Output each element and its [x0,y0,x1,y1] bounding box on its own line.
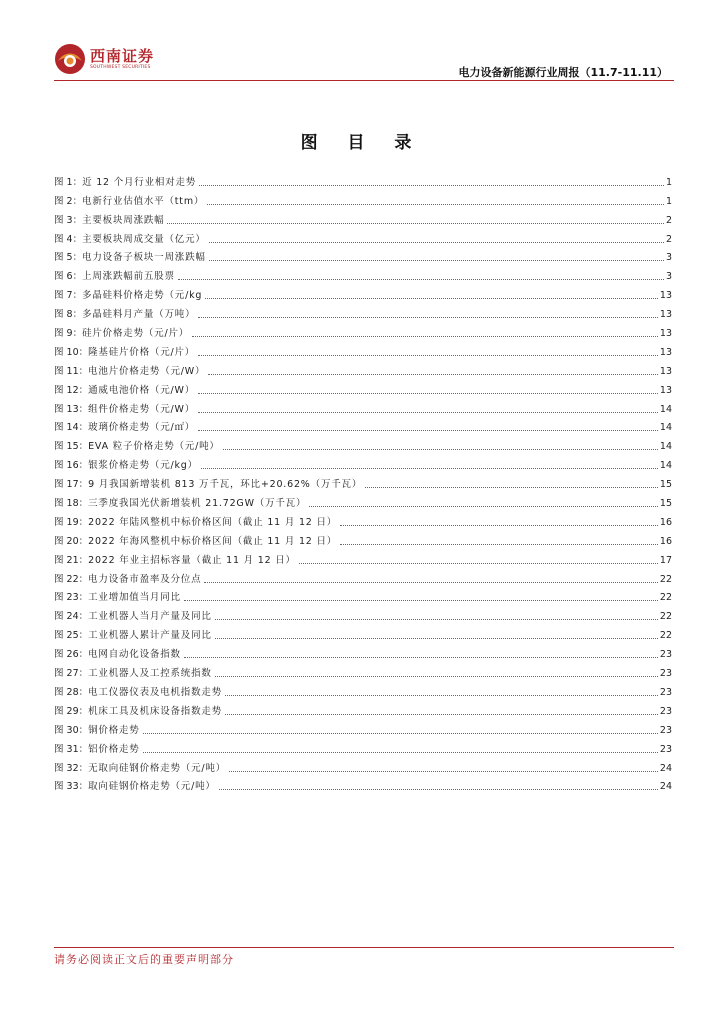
toc-entry-number: 图 28： [54,686,89,698]
toc-entry-title: 电工仪器仪表及电机指数走势 [88,686,223,698]
toc-entry-number: 图 21： [54,554,89,566]
toc-entry[interactable] [54,756,672,775]
toc-entry-title: 隆基硅片价格（元/片） [88,346,196,358]
toc-entry-number: 图 7： [54,290,83,302]
toc-dot-leader [201,468,658,469]
toc-entry-page: 14 [659,422,672,434]
toc-entry-page: 24 [659,781,672,793]
toc-entry[interactable] [54,510,672,529]
toc-entry-number: 图 11： [54,365,89,377]
toc-entry[interactable] [54,434,672,453]
toc-entry-title: 通威电池价格（元/W） [88,384,196,396]
toc-dot-leader [340,525,658,526]
toc-entry[interactable] [54,699,672,718]
toc-dot-leader [143,733,658,734]
toc-entry[interactable] [54,208,672,227]
toc-dot-leader [198,412,658,413]
toc-dot-leader [198,355,658,356]
toc-entry-number: 图 23： [54,592,89,604]
toc-entry[interactable] [54,283,672,302]
toc-entry[interactable] [54,775,672,794]
toc-entry-page: 3 [665,252,672,264]
toc-entry-page: 22 [659,573,672,585]
toc-dot-leader [340,544,658,545]
toc-entry-title: 工业机器人及工控系统指数 [88,668,212,680]
toc-entry[interactable] [54,718,672,737]
toc-entry-title: 电网自动化设备指数 [88,649,181,661]
toc-dot-leader [184,657,658,658]
toc-entry-page: 23 [659,724,672,736]
toc-entry-number: 图 30： [54,724,89,736]
toc-entry-number: 图 9： [54,328,83,340]
toc-entry[interactable] [54,642,672,661]
toc-entry-title: EVA 粒子价格走势（元/吨） [88,441,220,453]
toc-entry-page: 23 [659,649,672,661]
toc-entry-number: 图 13： [54,403,89,415]
page-header [54,40,674,84]
toc-entry-page: 13 [659,328,672,340]
toc-entry-page: 23 [659,705,672,717]
toc-entry-page: 3 [665,271,672,283]
toc-entry[interactable] [54,529,672,548]
table-of-figures [54,170,672,793]
footer-notice: 请务必阅读正文后的重要声明部分 [54,953,234,966]
report-title: 电力设备新能源行业周报（11.7-11.11） [458,66,668,79]
toc-entry-title: 机床工具及机床设备指数走势 [88,705,223,717]
toc-entry-number: 图 16： [54,460,89,472]
toc-entry-title: 2022 年业主招标容量（截止 11 月 12 日） [88,554,296,566]
toc-entry-title: 电力设备市盈率及分位点 [88,573,202,585]
toc-dot-leader [223,449,658,450]
toc-entry-page: 14 [659,441,672,453]
toc-entry[interactable] [54,227,672,246]
toc-entry[interactable] [54,604,672,623]
toc-entry-number: 图 17： [54,479,89,491]
toc-entry-title: 主要板块周成交量（亿元） [82,233,206,245]
toc-entry[interactable] [54,737,672,756]
toc-entry-page: 23 [659,743,672,755]
toc-entry[interactable] [54,680,672,699]
toc-entry-number: 图 15： [54,441,89,453]
toc-entry-page: 15 [659,479,672,491]
toc-entry-title: 电新行业估值水平（ttm） [82,195,205,207]
toc-dot-leader [365,487,658,488]
toc-dot-leader [229,771,658,772]
toc-dot-leader [167,223,663,224]
toc-entry[interactable] [54,359,672,378]
toc-entry[interactable] [54,246,672,265]
toc-entry[interactable] [54,586,672,605]
toc-entry-page: 13 [659,365,672,377]
toc-dot-leader [215,619,658,620]
toc-entry-title: 铝价格走势 [88,743,140,755]
toc-entry-page: 22 [659,611,672,623]
toc-entry-title: 银浆价格走势（元/kg） [88,460,198,472]
toc-entry-page: 16 [659,535,672,547]
toc-dot-leader [199,185,664,186]
toc-entry-title: 工业机器人当月产量及同比 [88,611,212,623]
toc-entry[interactable] [54,472,672,491]
toc-entry[interactable] [54,567,672,586]
toc-entry-title: 三季度我国光伏新增装机 21.72GW（万千瓦） [88,498,307,510]
toc-entry-page: 2 [665,233,672,245]
toc-entry-title: 玻璃价格走势（元/㎡） [88,422,196,434]
toc-entry-number: 图 31： [54,743,89,755]
toc-entry-title: 上周涨跌幅前五股票 [82,271,175,283]
brand-name: 西南证券 [90,47,155,65]
toc-entry[interactable] [54,321,672,340]
toc-dot-leader [178,279,664,280]
toc-entry-number: 图 33： [54,781,89,793]
toc-entry-page: 15 [659,498,672,510]
toc-entry-title: 2022 年陆风整机中标价格区间（截止 11 月 12 日） [88,516,338,528]
toc-entry[interactable] [54,397,672,416]
toc-entry-page: 1 [665,195,672,207]
toc-entry-number: 图 24： [54,611,89,623]
toc-entry-number: 图 6： [54,271,83,283]
toc-dot-leader [225,714,658,715]
toc-entry[interactable] [54,661,672,680]
toc-entry-page: 14 [659,460,672,472]
toc-dot-leader [184,600,658,601]
toc-entry-title: 9 月我国新增装机 813 万千瓦，环比+20.62%（万千瓦） [88,479,363,491]
toc-dot-leader [207,204,664,205]
toc-entry[interactable] [54,170,672,189]
page-title: 图 目 录 [300,133,424,153]
toc-entry-page: 22 [659,592,672,604]
toc-entry[interactable] [54,340,672,359]
toc-entry-number: 图 25： [54,630,89,642]
toc-entry-page: 16 [659,516,672,528]
toc-entry-page: 13 [659,290,672,302]
toc-dot-leader [309,506,658,507]
header-divider [54,80,674,81]
toc-dot-leader [299,563,658,564]
toc-entry-title: 组件价格走势（元/W） [88,403,196,415]
company-logo-icon [54,43,86,75]
toc-entry-number: 图 10： [54,346,89,358]
toc-entry-page: 22 [659,630,672,642]
toc-entry-page: 23 [659,668,672,680]
toc-entry-number: 图 12： [54,384,89,396]
toc-entry-page: 23 [659,686,672,698]
toc-entry-page: 13 [659,346,672,358]
toc-entry[interactable] [54,189,672,208]
toc-entry-title: 工业机器人累计产量及同比 [88,630,212,642]
toc-entry-title: 电池片价格走势（元/W） [88,365,206,377]
toc-entry-number: 图 3： [54,214,83,226]
toc-dot-leader [225,695,658,696]
toc-entry-title: 2022 年海风整机中标价格区间（截止 11 月 12 日） [88,535,338,547]
toc-entry-number: 图 1： [54,176,83,188]
toc-entry-page: 1 [665,176,672,188]
toc-entry-number: 图 14： [54,422,89,434]
toc-entry-page: 24 [659,762,672,774]
toc-entry-number: 图 18： [54,498,89,510]
toc-entry[interactable] [54,453,672,472]
toc-dot-leader [143,752,658,753]
toc-entry-number: 图 19： [54,516,89,528]
toc-entry-number: 图 29： [54,705,89,717]
toc-entry-number: 图 2： [54,195,83,207]
toc-entry[interactable] [54,378,672,397]
toc-entry-page: 14 [659,403,672,415]
toc-dot-leader [209,242,664,243]
toc-dot-leader [198,430,658,431]
toc-entry-number: 图 8： [54,309,83,321]
toc-entry-number: 图 20： [54,535,89,547]
toc-entry-title: 取向硅钢价格走势（元/吨） [88,781,216,793]
toc-entry-title: 多晶硅料价格走势（元/kg [82,290,203,302]
toc-entry-page: 17 [659,554,672,566]
toc-entry-title: 主要板块周涨跌幅 [82,214,165,226]
toc-entry[interactable] [54,302,672,321]
toc-entry-page: 13 [659,309,672,321]
toc-entry-number: 图 4： [54,233,83,245]
toc-entry-number: 图 32： [54,762,89,774]
toc-entry-title: 铜价格走势 [88,724,140,736]
toc-dot-leader [209,260,664,261]
toc-dot-leader [198,393,658,394]
toc-dot-leader [215,676,658,677]
toc-entry-title: 无取向硅钢价格走势（元/吨） [88,762,227,774]
toc-entry[interactable] [54,264,672,283]
toc-entry-title: 近 12 个月行业相对走势 [82,176,197,188]
toc-entry-number: 图 5： [54,252,83,264]
toc-entry-title: 硅片价格走势（元/片） [82,328,190,340]
toc-entry-number: 图 26： [54,649,89,661]
toc-entry[interactable] [54,416,672,435]
toc-dot-leader [208,374,658,375]
toc-dot-leader [219,789,658,790]
toc-dot-leader [198,317,658,318]
toc-entry[interactable] [54,548,672,567]
toc-dot-leader [205,298,658,299]
toc-entry-number: 图 22： [54,573,89,585]
toc-entry-number: 图 27： [54,668,89,680]
brand-name-en: SOUTHWEST SECURITIES [90,65,151,70]
toc-dot-leader [215,638,658,639]
toc-entry[interactable] [54,491,672,510]
toc-entry-page: 2 [665,214,672,226]
toc-entry-title: 工业增加值当月同比 [88,592,181,604]
toc-dot-leader [192,336,658,337]
toc-entry-title: 电力设备子板块一周涨跌幅 [82,252,206,264]
toc-entry-title: 多晶硅料月产量（万吨） [82,309,196,321]
toc-dot-leader [204,582,657,583]
toc-entry[interactable] [54,623,672,642]
toc-entry-page: 13 [659,384,672,396]
footer-divider [54,947,674,948]
